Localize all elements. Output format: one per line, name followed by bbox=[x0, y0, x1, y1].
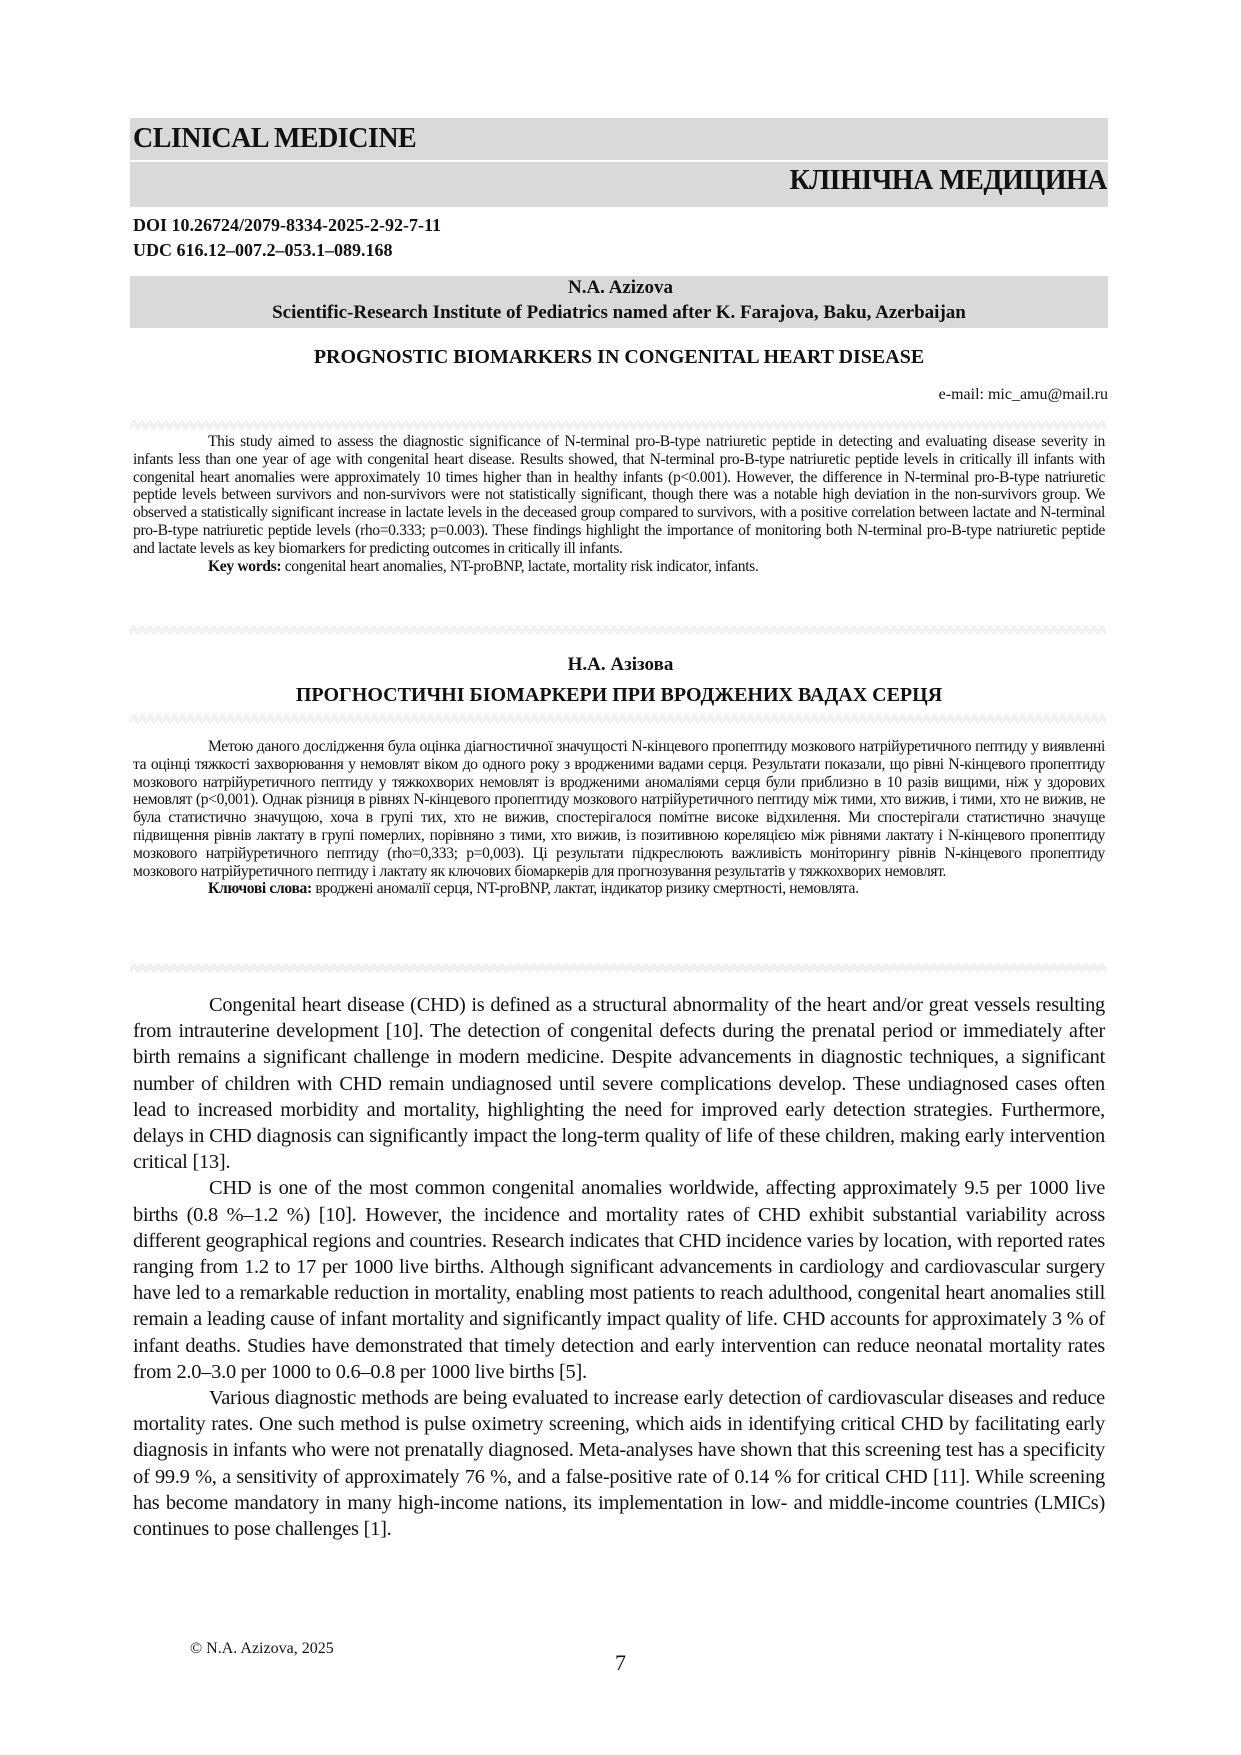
article-title-en: PROGNOSTIC BIOMARKERS IN CONGENITAL HEART DISEASE bbox=[313, 346, 925, 368]
section-title-uk: КЛІНІЧНА МЕДИЦИНА bbox=[789, 165, 1107, 196]
body-paragraph: Congenital heart disease (CHD) is defined as a structural abnormality of the heart and/or great vessels resulting from intrauterine development [10]. The detection of congenital defects during the prenatal period or immediately after birth remains a significant challenge in modern medicine. Despite advancements in diagnostic techniques, a significant number of children with CHD remain undiagnosed until severe complications develop. These undiagnosed cases often lead to increased morbidity and mortality, highlighting the need for improved early detection strategies. Furthermore, delays in CHD diagnosis can significantly impact the long-term quality of life of these children, making early intervention critical [13]. bbox=[133, 994, 1105, 1174]
article-title-uk: ПРОГНОСТИЧНІ БІОМАРКЕРИ ПРИ ВРОДЖЕНИХ ВАДАХ СЕРЦЯ bbox=[295, 684, 943, 706]
zigzag-divider bbox=[130, 712, 1108, 724]
udc: UDC 616.12–007.2–053.1–089.168 bbox=[133, 240, 393, 260]
abstract-en bbox=[133, 433, 1105, 575]
author-name-uk: Н.А. Азізова bbox=[567, 654, 674, 675]
page-number: 7 bbox=[615, 1650, 626, 1675]
doi: DOI 10.26724/2079-8334-2025-2-92-7-11 bbox=[133, 215, 441, 235]
zigzag-divider bbox=[130, 623, 1108, 635]
keywords-list: congenital heart anomalies, NT-proBNP, lactate, mortality risk indicator, infants. bbox=[281, 557, 759, 575]
zigzag-pattern bbox=[130, 712, 1108, 724]
body-text bbox=[133, 992, 1105, 1542]
abstract-en-text: This study aimed to assess the diagnostic significance of N-terminal pro-B-type natriuretic peptide in detecting and evaluating disease severity in infants less than one year of age with congenital heart disease. Results showed, that N-terminal pro-B-type natriuretic peptide levels in critically ill infants with congenital heart anomalies were approximately 10 times higher than in healthy infants (p<0.001). However, the difference in N-terminal pro-B-type natriuretic peptide levels between survivors and non-survivors were not statistically significant, though there was a notable high deviation in the non-survivors group. We observed a statistically significant increase in lactate levels in the deceased group compared to survivors, with a positive correlation between lactate and N-terminal pro-B-type natriuretic peptide levels (rho=0.333; p=0.003). These findings highlight the importance of monitoring both N-terminal pro-B-type natriuretic peptide and lactate levels as key biomarkers for predicting outcomes in critically ill infants. bbox=[133, 433, 1105, 557]
body-paragraph: CHD is one of the most common congenital anomalies worldwide, affecting approximately 9.5 per 1000 live births (0.8 %–1.2 %) [10]. However, the incidence and mortality rates of CHD exhibit substantial variability across different geographical regions and countries. Research indicates that CHD incidence varies by location, with reported rates ranging from 1.2 to 17 per 1000 live births. Although significant advancements in cardiology and cardiovascular surgery have led to a remarkable reduction in mortality, enabling most patients to reach adulthood, congenital heart anomalies still remain a leading cause of infant mortality and significantly impact quality of life. CHD accounts for approximately 3 % of infant deaths. Studies have demonstrated that timely detection and early intervention can reduce neonatal mortality rates from 2.0–3.0 per 1000 to 0.6–0.8 per 1000 live births [5]. bbox=[133, 1177, 1105, 1383]
zigzag-divider bbox=[130, 418, 1108, 430]
keywords-list: вроджені аномалії серця, NT-proBNP, лактат, індикатор ризику смертності, немовлята. bbox=[311, 880, 859, 898]
keywords-uk bbox=[133, 880, 1105, 898]
section-title-en: CLINICAL MEDICINE bbox=[133, 123, 417, 154]
body-paragraph: Various diagnostic methods are being evaluated to increase early detection of cardiovascular diseases and reduce mortality rates. One such method is pulse oximetry screening, which aids in identifying critical CHD by facilitating early diagnosis in infants who were not prenatally diagnosed. Meta-analyses have shown that this screening test has a specificity of 99.9 %, a sensitivity of approximately 76 %, and a false-positive rate of 0.14 % for critical CHD [11]. While screening has become mandatory in many high-income nations, its implementation in low- and middle-income countries (LMICs) continues to pose challenges [1]. bbox=[133, 1387, 1105, 1541]
zigzag-divider bbox=[130, 961, 1108, 973]
zigzag-pattern bbox=[130, 418, 1108, 430]
author-affiliation: Scientific-Research Institute of Pediatrics named after K. Farajova, Baku, Azerbaijan bbox=[272, 302, 966, 323]
keywords-label: Key words: bbox=[208, 557, 282, 575]
author-name: N.A. Azizova bbox=[567, 277, 673, 298]
copyright-notice: © N.A. Azizova, 2025 bbox=[190, 1640, 334, 1657]
author-email[interactable]: e-mail: mic_amu@mail.ru bbox=[938, 386, 1108, 403]
zigzag-pattern bbox=[130, 961, 1108, 973]
abstract-uk bbox=[133, 738, 1105, 898]
keywords-label: Ключові слова: bbox=[208, 880, 312, 898]
zigzag-pattern bbox=[130, 623, 1108, 635]
abstract-uk-text: Метою даного дослідження була оцінка діагностичної значущості N-кінцевого пропептиду мозкового натрійуретичного пептиду у виявленні та оцінці тяжкості захворювання у немовлят віком до одного року з вродженими вадами серця. Результати показали, що рівні N-кінцевого пропептиду мозкового натрійуретичного пептиду у тяжкохворих немовлят із вродженими аномаліями серця були приблизно в 10 разів вищими, ніж у здорових немовлят (p<0,001). Однак різниця в рівнях N-кінцевого пропептиду мозкового натрійуретичного пептиду між тими, хто вижив, і тими, хто не вижив, не була статистично значущою, хоча в групі тих, хто не вижив, спостерігалося помітне високе відхилення. Ми спостерігали статистично значуще підвищення рівнів лактату в групі померлих, порівняно з тими, хто вижив, із позитивною кореляцією між рівнями лактату і N-кінцевого пропептиду мозкового натрійуретичного пептиду (rho=0,333; p=0,003). Ці результати підкреслюють важливість моніторингу рівнів N-кінцевого пропептиду мозкового натрійуретичного пептиду і лактату як ключових біомаркерів для прогнозування результатів у тяжкохворих немовлят. bbox=[133, 738, 1105, 880]
keywords-en bbox=[133, 558, 1105, 576]
